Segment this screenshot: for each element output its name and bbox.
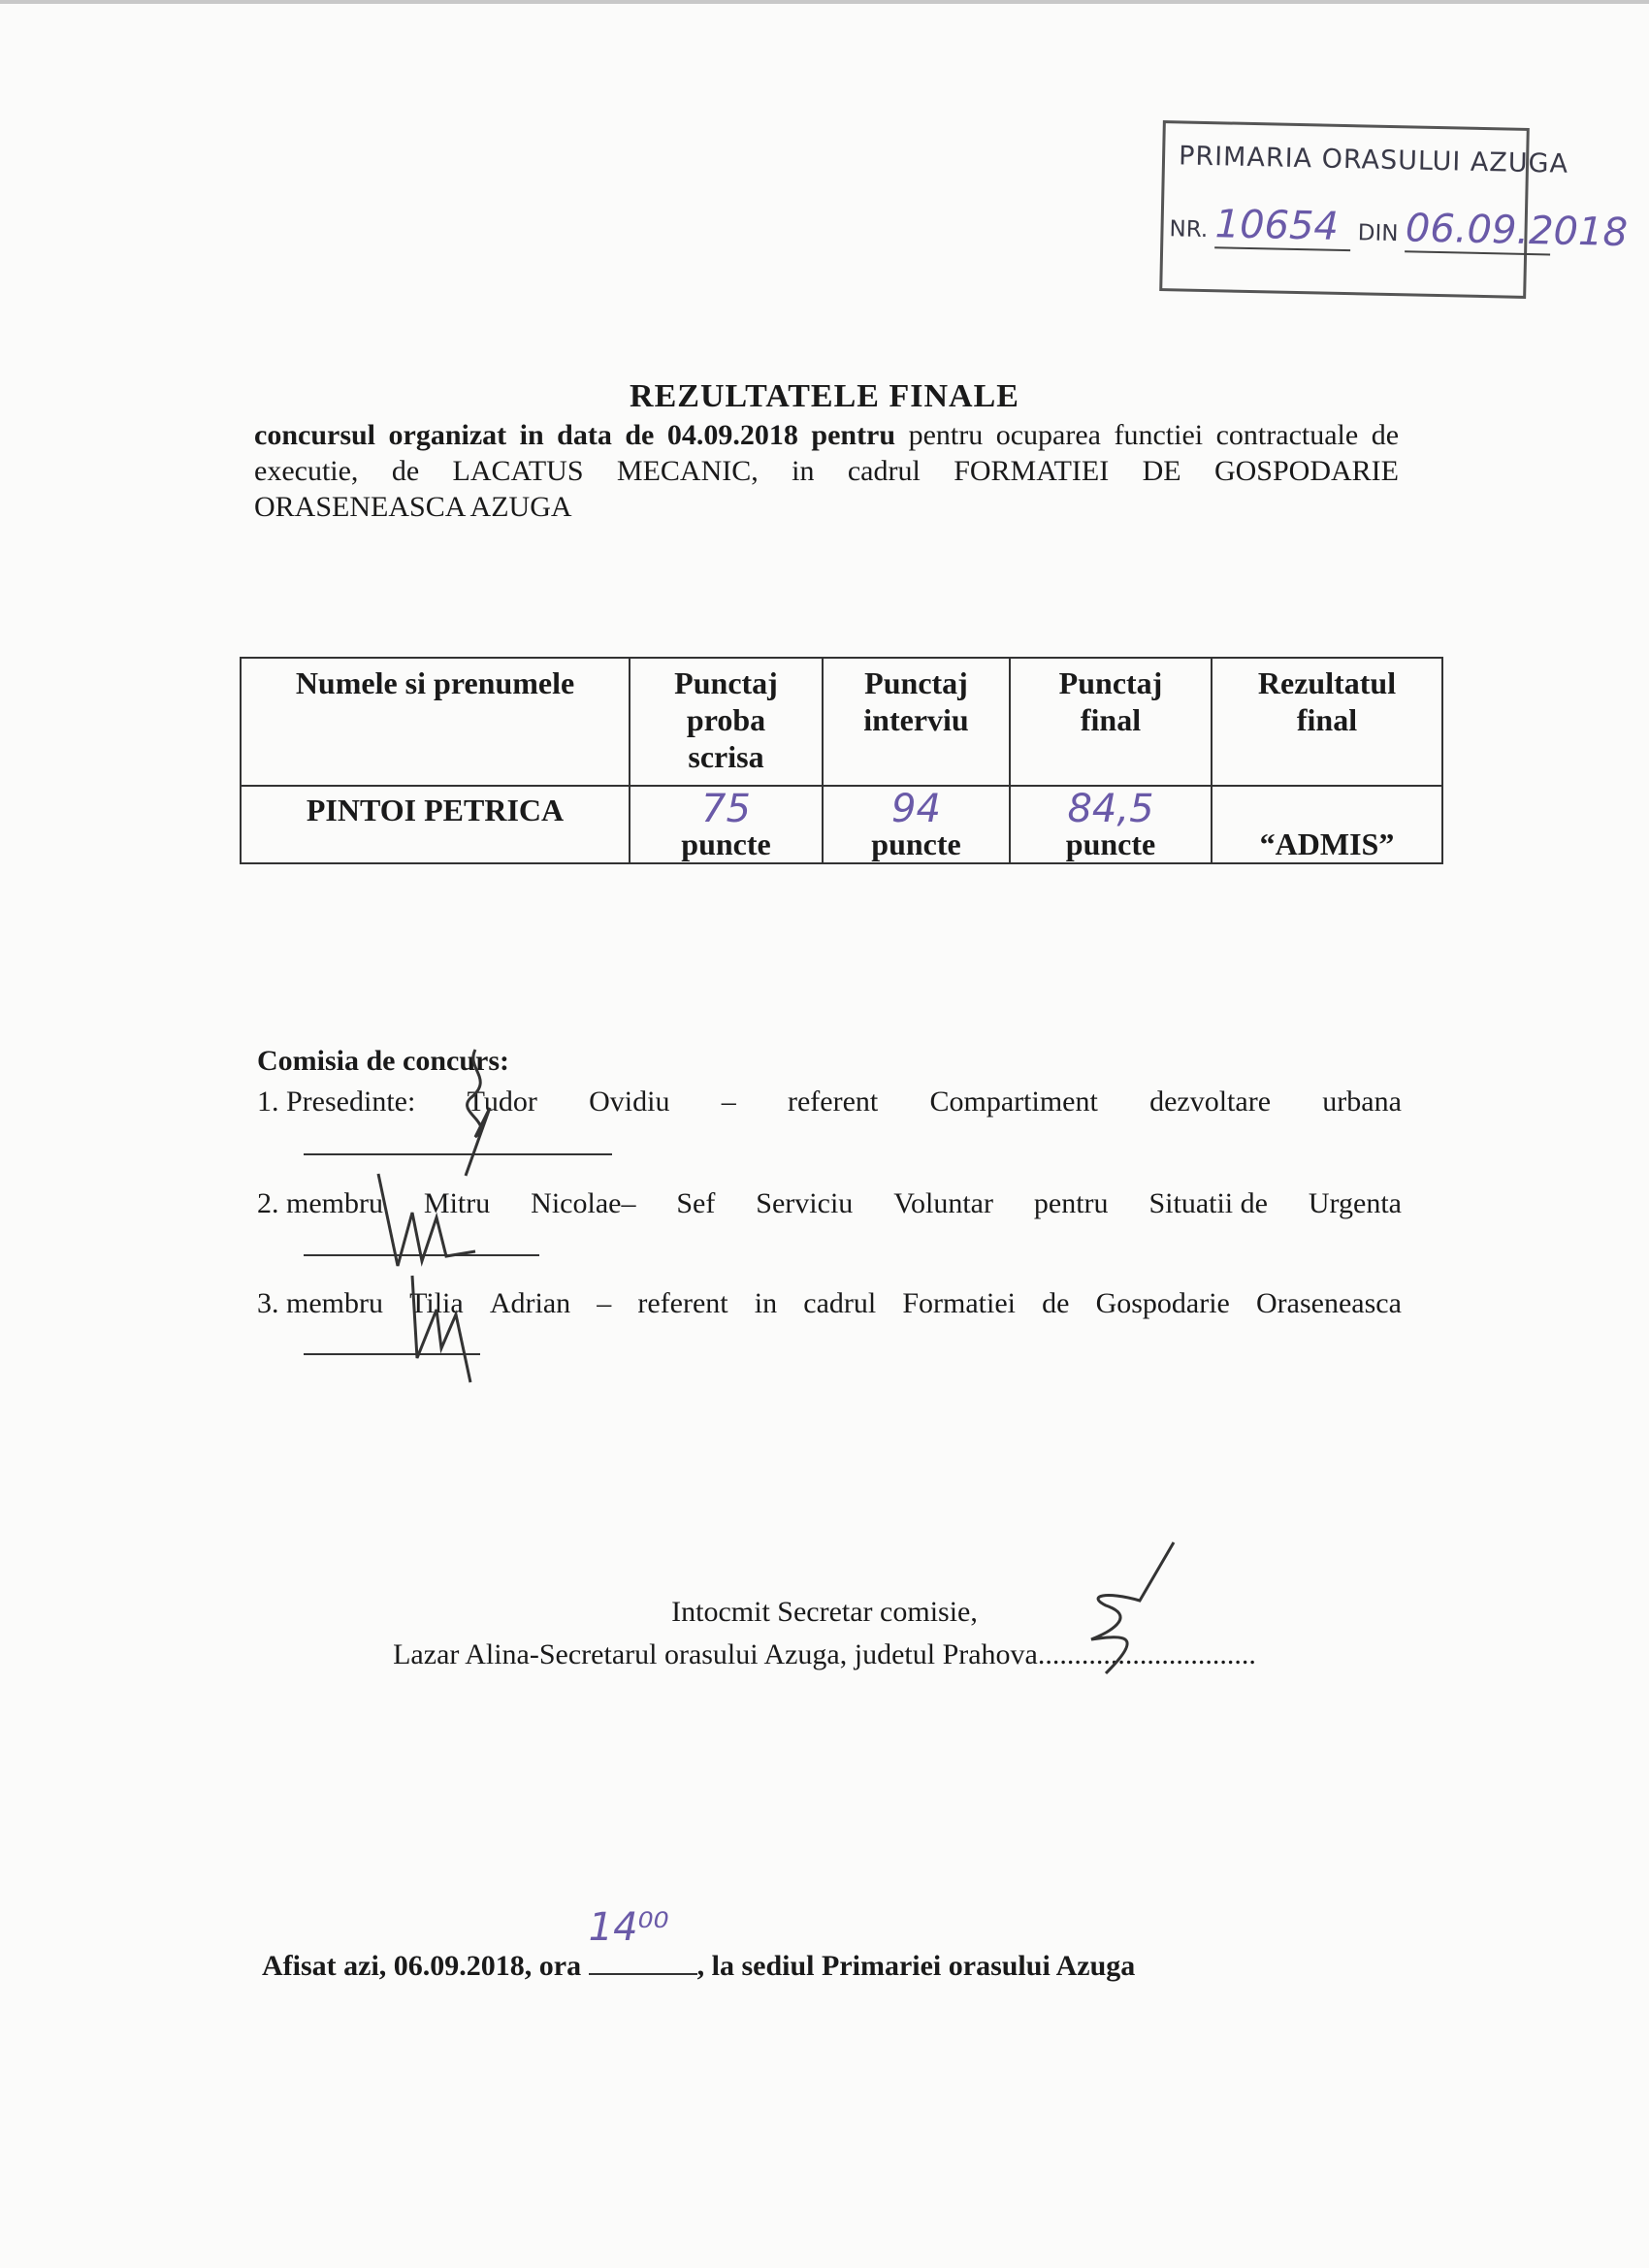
registration-stamp: [1159, 120, 1629, 299]
signature-2: [369, 1169, 485, 1276]
score-written-handwritten: 75: [701, 787, 751, 831]
stamp-title: PRIMARIA ORASULUI AZUGA: [1178, 141, 1569, 179]
secretary-block: [0, 1591, 1649, 1676]
col-header-final: Punctaj final: [1010, 658, 1212, 786]
secretary-signature: [1048, 1538, 1193, 1683]
stamp-nr-label: NR.: [1169, 216, 1209, 243]
col-header-name: Numele si prenumele: [241, 658, 630, 786]
results-table: [240, 657, 1443, 864]
document-intro: [254, 417, 1399, 525]
secretary-title: Intocmit Secretar comisie,: [671, 1596, 978, 1628]
signature-3: [398, 1271, 485, 1387]
score-final-cell: [1010, 786, 1212, 863]
commission-heading: Comisia de concurs:: [257, 1045, 509, 1077]
posting-time-blank: [588, 1905, 697, 1975]
result-status: “ADMIS”: [1259, 826, 1395, 861]
table-row: [241, 786, 1442, 863]
footer-suffix: , la sediul Primariei orasului Azuga: [696, 1950, 1136, 1982]
score-unit: puncte: [681, 826, 771, 861]
result-cell: [1212, 786, 1442, 863]
score-interview-cell: [823, 786, 1010, 863]
scan-edge: [0, 0, 1649, 4]
commission-member-2: 2. membru Mitru Nicolae– Sef Serviciu Voluntar pentru Situatii de Urgenta: [257, 1187, 1402, 1219]
commission-member-3: 3. membru Tilia Adrian – referent in cadrul Formatiei de Gospodarie Oraseneasca: [257, 1287, 1402, 1319]
stamp-din-label: DIN: [1357, 220, 1399, 247]
commission-member-1: 1. Presedinte: Tudor Ovidiu – referent Compartiment dezvoltare urbana: [257, 1085, 1402, 1118]
col-header-interview: Punctaj interviu: [823, 658, 1010, 786]
stamp-number-handwritten: 10654: [1214, 202, 1340, 249]
document-title: REZULTATELE FINALE: [630, 378, 1019, 414]
score-interview-handwritten: 94: [891, 787, 941, 831]
results-header-row: [241, 658, 1442, 786]
secretary-name: Lazar Alina-Secretarul orasului Azuga, judetul Prahova..............................: [393, 1638, 1256, 1670]
col-header-written: Punctaj proba scrisa: [630, 658, 823, 786]
stamp-number-row: [1169, 201, 1629, 256]
signature-1: [436, 1040, 524, 1185]
footer-prefix: Afisat azi, 06.09.2018, ora: [262, 1950, 582, 1982]
posting-time-handwritten: 14⁰⁰: [588, 1905, 669, 1950]
stamp-date-handwritten: 06.09.2018: [1405, 206, 1629, 256]
score-unit: puncte: [871, 826, 961, 861]
candidate-name: PINTOI PETRICA: [241, 786, 630, 863]
intro-rest: pentru ocuparea functiei contractuale de executie, de LACATUS MECANIC, in cadrul FORMATIEI DE GOSPODARIE ORASENEASCA AZUGA: [254, 419, 1400, 523]
score-unit: puncte: [1065, 826, 1156, 861]
intro-lead: concursul organizat in data de 04.09.2018 pentru: [254, 419, 896, 451]
col-header-result: Rezultatul final: [1212, 658, 1442, 786]
score-final-handwritten: 84,5: [1067, 787, 1154, 831]
score-written-cell: [630, 786, 823, 863]
posting-footer: [262, 1905, 1136, 1983]
